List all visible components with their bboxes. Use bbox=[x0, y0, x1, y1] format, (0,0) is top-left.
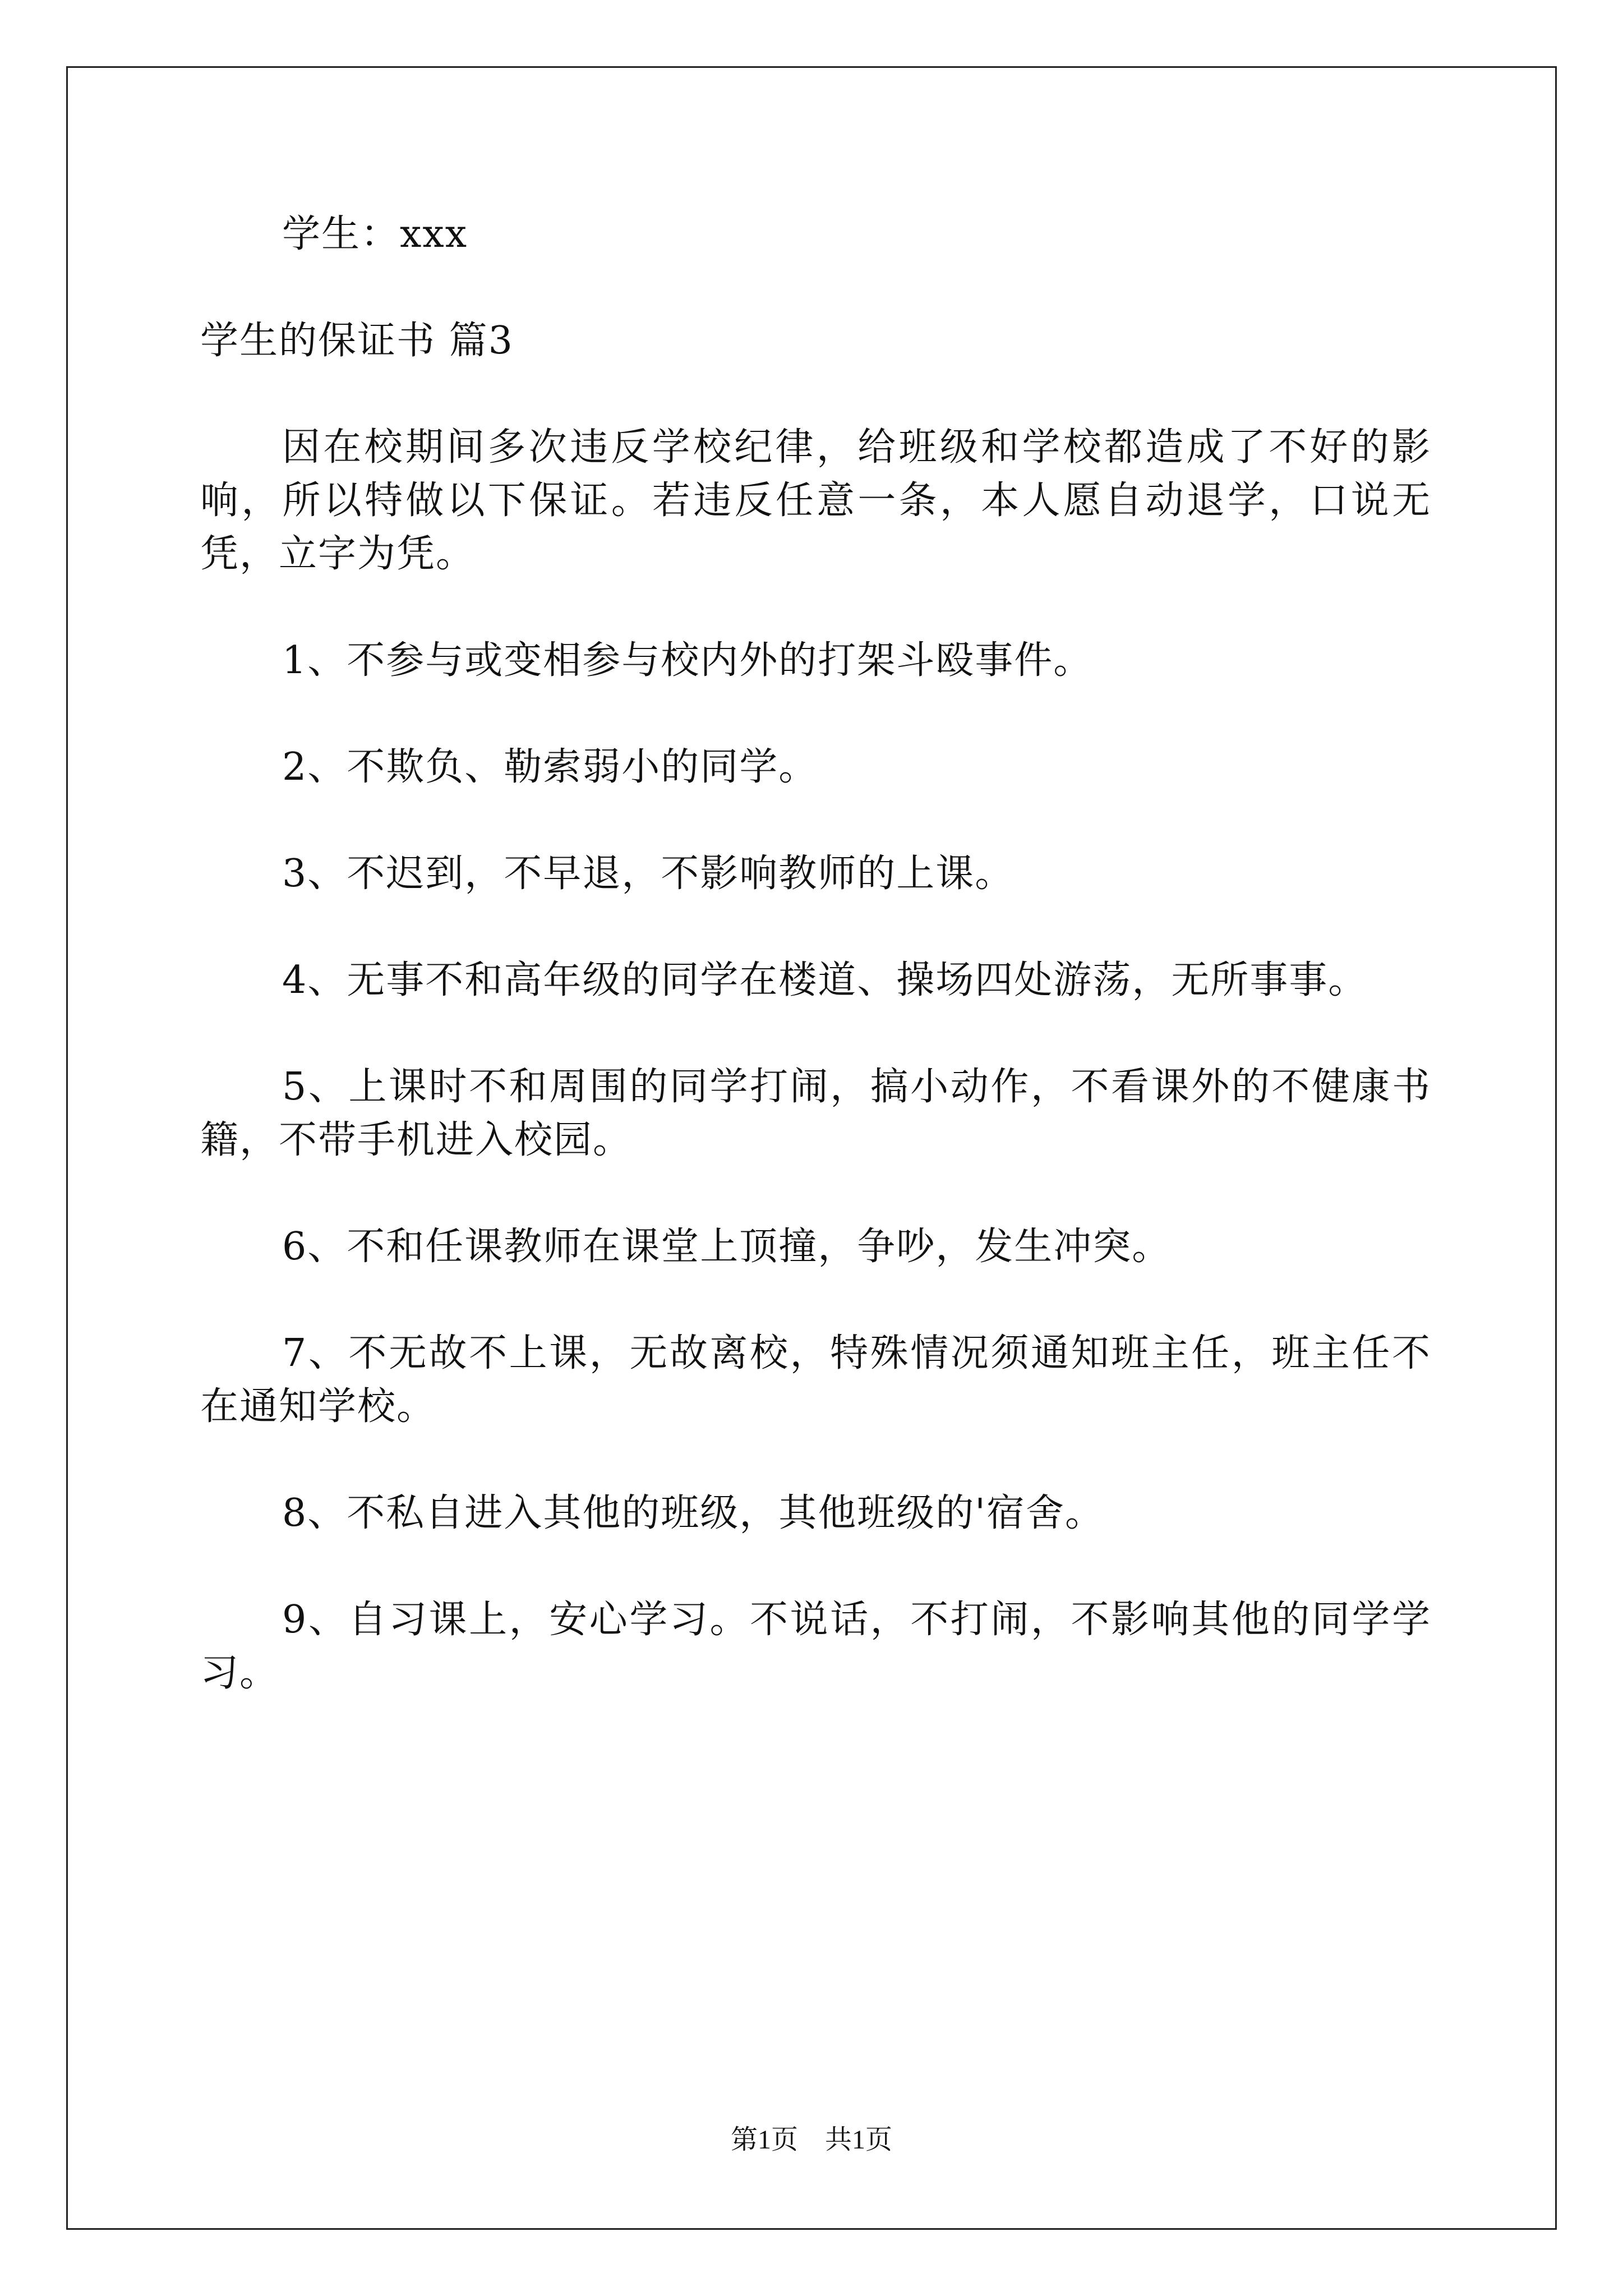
item-5: 5、上课时不和周围的同学打闹，搞小动作，不看课外的不健康书籍，不带手机进入校园。 bbox=[200, 1065, 1431, 1162]
item-1: 1、不参与或变相参与校内外的打架斗殴事件。 bbox=[282, 638, 1093, 683]
item-9: 9、自习课上，安心学习。不说话，不打闹，不影响其他的同学学习。 bbox=[200, 1598, 1431, 1695]
item-8: 8、不私自进入其他的班级，其他班级的'宿舍。 bbox=[282, 1491, 1104, 1535]
item-2: 2、不欺负、勒索弱小的同学。 bbox=[282, 745, 818, 789]
item-4: 4、无事不和高年级的同学在楼道、操场四处游荡，无所事事。 bbox=[282, 958, 1368, 1002]
intro-paragraph: 因在校期间多次违反学校纪律，给班级和学校都造成了不好的影响，所以特做以下保证。若违反任意一条，本人愿自动退学，口说无凭，立字为凭。 bbox=[200, 425, 1431, 576]
document-body bbox=[200, 208, 1431, 1753]
page-footer: 第1页 共1页 bbox=[730, 2125, 892, 2155]
item-6: 6、不和任课教师在课堂上顶撞，争吵，发生冲突。 bbox=[282, 1225, 1172, 1269]
section-heading: 学生的保证书 篇3 bbox=[200, 319, 514, 363]
student-line: 学生：xxx bbox=[282, 212, 468, 256]
item-3: 3、不迟到，不早退，不影响教师的上课。 bbox=[282, 852, 1015, 896]
item-7: 7、不无故不上课，无故离校，特殊情况须通知班主任，班主任不在通知学校。 bbox=[200, 1331, 1431, 1429]
